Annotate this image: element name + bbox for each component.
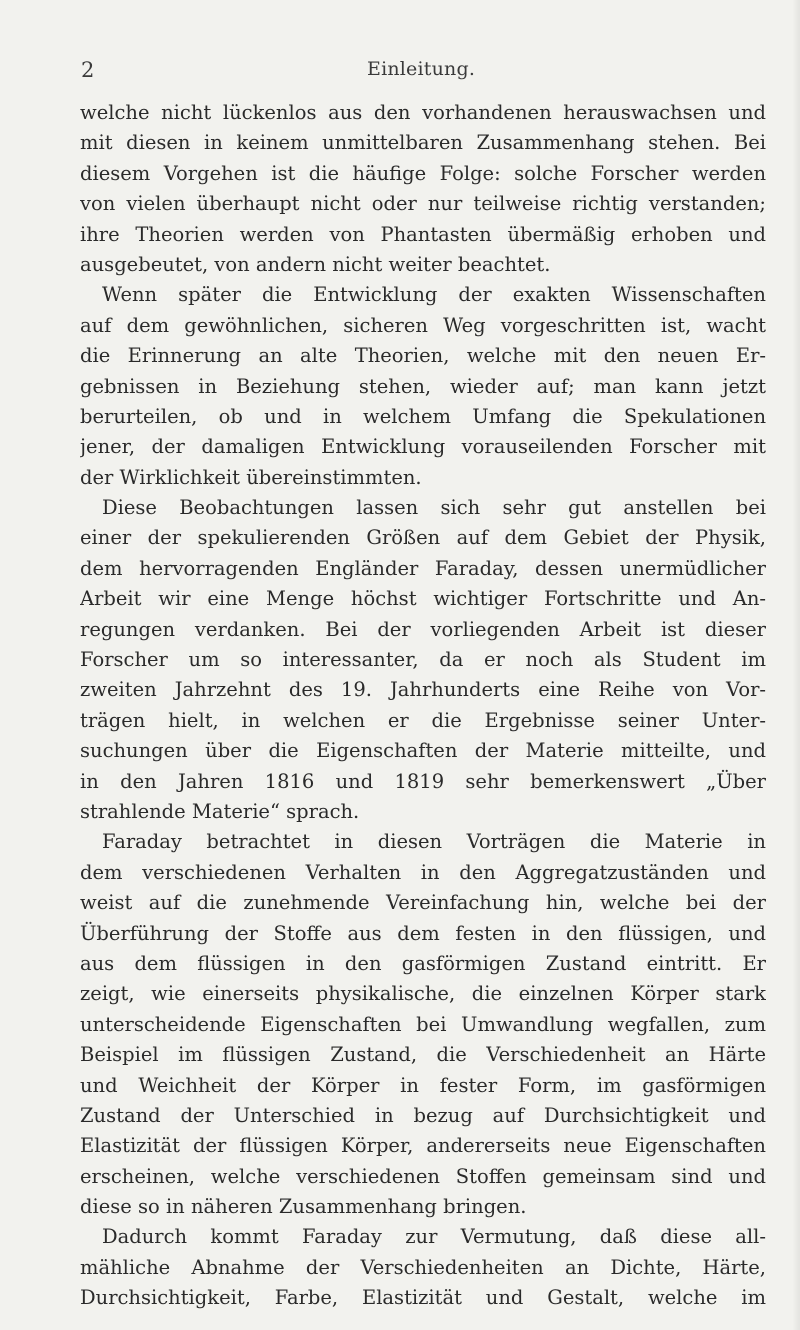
page-edge-shadow (792, 0, 800, 1330)
text-line: in den Jahren 1816 und 1819 sehr bemerkenswert „Über (80, 769, 766, 793)
text-line: Durchsichtigkeit, Farbe, Elastizität und Gestalt, welche im (80, 1286, 766, 1310)
running-head: Einleitung. (367, 58, 476, 80)
text-line: zweiten Jahrzehnt des 19. Jahrhunderts eine Reihe von Vor- (80, 678, 766, 702)
text-line: von vielen überhaupt nicht oder nur teilweise richtig verstanden; (80, 192, 766, 216)
text-line: aus dem flüssigen in den gasförmigen Zustand eintritt. Er (80, 951, 766, 975)
text-line: jener, der damaligen Entwicklung vorauseilenden Forscher mit (80, 435, 766, 459)
text-line: diese so in näheren Zusammenhang bringen. (80, 1195, 527, 1219)
text-line: gebnissen in Beziehung stehen, wieder auf; man kann jetzt (80, 374, 766, 398)
body-text (80, 98, 766, 1314)
text-line: Faraday betrachtet in diesen Vorträgen die Materie in (102, 830, 766, 854)
text-line: Zustand der Unterschied in bezug auf Durchsichtigkeit und (80, 1103, 766, 1127)
text-line: berurteilen, ob und in welchem Umfang die Spekulationen (80, 404, 766, 428)
text-line: ausgebeutet, von andern nicht weiter beachtet. (80, 252, 551, 276)
page-number: 2 (81, 58, 95, 82)
text-line: zeigt, wie einerseits physikalische, die einzelnen Körper stark (80, 982, 766, 1006)
text-line: regungen verdanken. Bei der vorliegenden Arbeit ist dieser (80, 617, 766, 641)
text-line: Wenn später die Entwicklung der exakten Wissenschaften (102, 283, 766, 307)
text-line: auf dem gewöhnlichen, sicheren Weg vorgeschritten ist, wacht (80, 313, 766, 337)
text-line: Beispiel im flüssigen Zustand, die Verschiedenheit an Härte (80, 1043, 766, 1067)
text-line: Elastizität der flüssigen Körper, andererseits neue Eigenschaften (80, 1134, 766, 1158)
text-line: welche nicht lückenlos aus den vorhandenen herauswachsen und (80, 101, 766, 124)
text-line: erscheinen, welche verschiedenen Stoffen gemeinsam sind und (80, 1164, 766, 1188)
text-line: suchungen über die Eigenschaften der Materie mitteilte, und (80, 739, 766, 763)
text-line: Forscher um so interessanter, da er noch als Student im (80, 648, 766, 672)
text-line: strahlende Materie“ sprach. (80, 799, 360, 823)
text-line: weist auf die zunehmende Vereinfachung hin, welche bei der (80, 891, 766, 915)
text-line: Überführung der Stoffe aus dem festen in den flüssigen, und (80, 921, 766, 945)
text-line: mähliche Abnahme der Verschiedenheiten an Dichte, Härte, (80, 1255, 766, 1279)
text-line: der Wirklichkeit übereinstimmten. (80, 465, 422, 489)
text-line: Diese Beobachtungen lassen sich sehr gut anstellen bei (102, 496, 766, 520)
text-line: unterscheidende Eigenschaften bei Umwandlung wegfallen, zum (80, 1012, 766, 1036)
text-line: einer der spekulierenden Größen auf dem Gebiet der Physik, (80, 526, 766, 550)
text-line: mit diesen in keinem unmittelbaren Zusammenhang stehen. Bei (80, 131, 766, 155)
text-line: und Weichheit der Körper in fester Form, im gasförmigen (80, 1073, 766, 1097)
text-line: Arbeit wir eine Menge höchst wichtiger Fortschritte und An- (80, 587, 766, 611)
text-line: diesem Vorgehen ist die häufige Folge: solche Forscher werden (80, 161, 766, 185)
text-line: Dadurch kommt Faraday zur Vermutung, daß diese all- (102, 1225, 766, 1249)
page-header (65, 58, 735, 88)
text-line: die Erinnerung an alte Theorien, welche mit den neuen Er- (80, 344, 766, 368)
text-line: ihre Theorien werden von Phantasten übermäßig erhoben und (80, 222, 766, 246)
text-line: dem hervorragenden Engländer Faraday, dessen unermüdlicher (80, 556, 766, 580)
text-line: dem verschiedenen Verhalten in den Aggregatzuständen und (80, 860, 766, 884)
text-line: trägen hielt, in welchen er die Ergebnisse seiner Unter- (80, 708, 766, 732)
